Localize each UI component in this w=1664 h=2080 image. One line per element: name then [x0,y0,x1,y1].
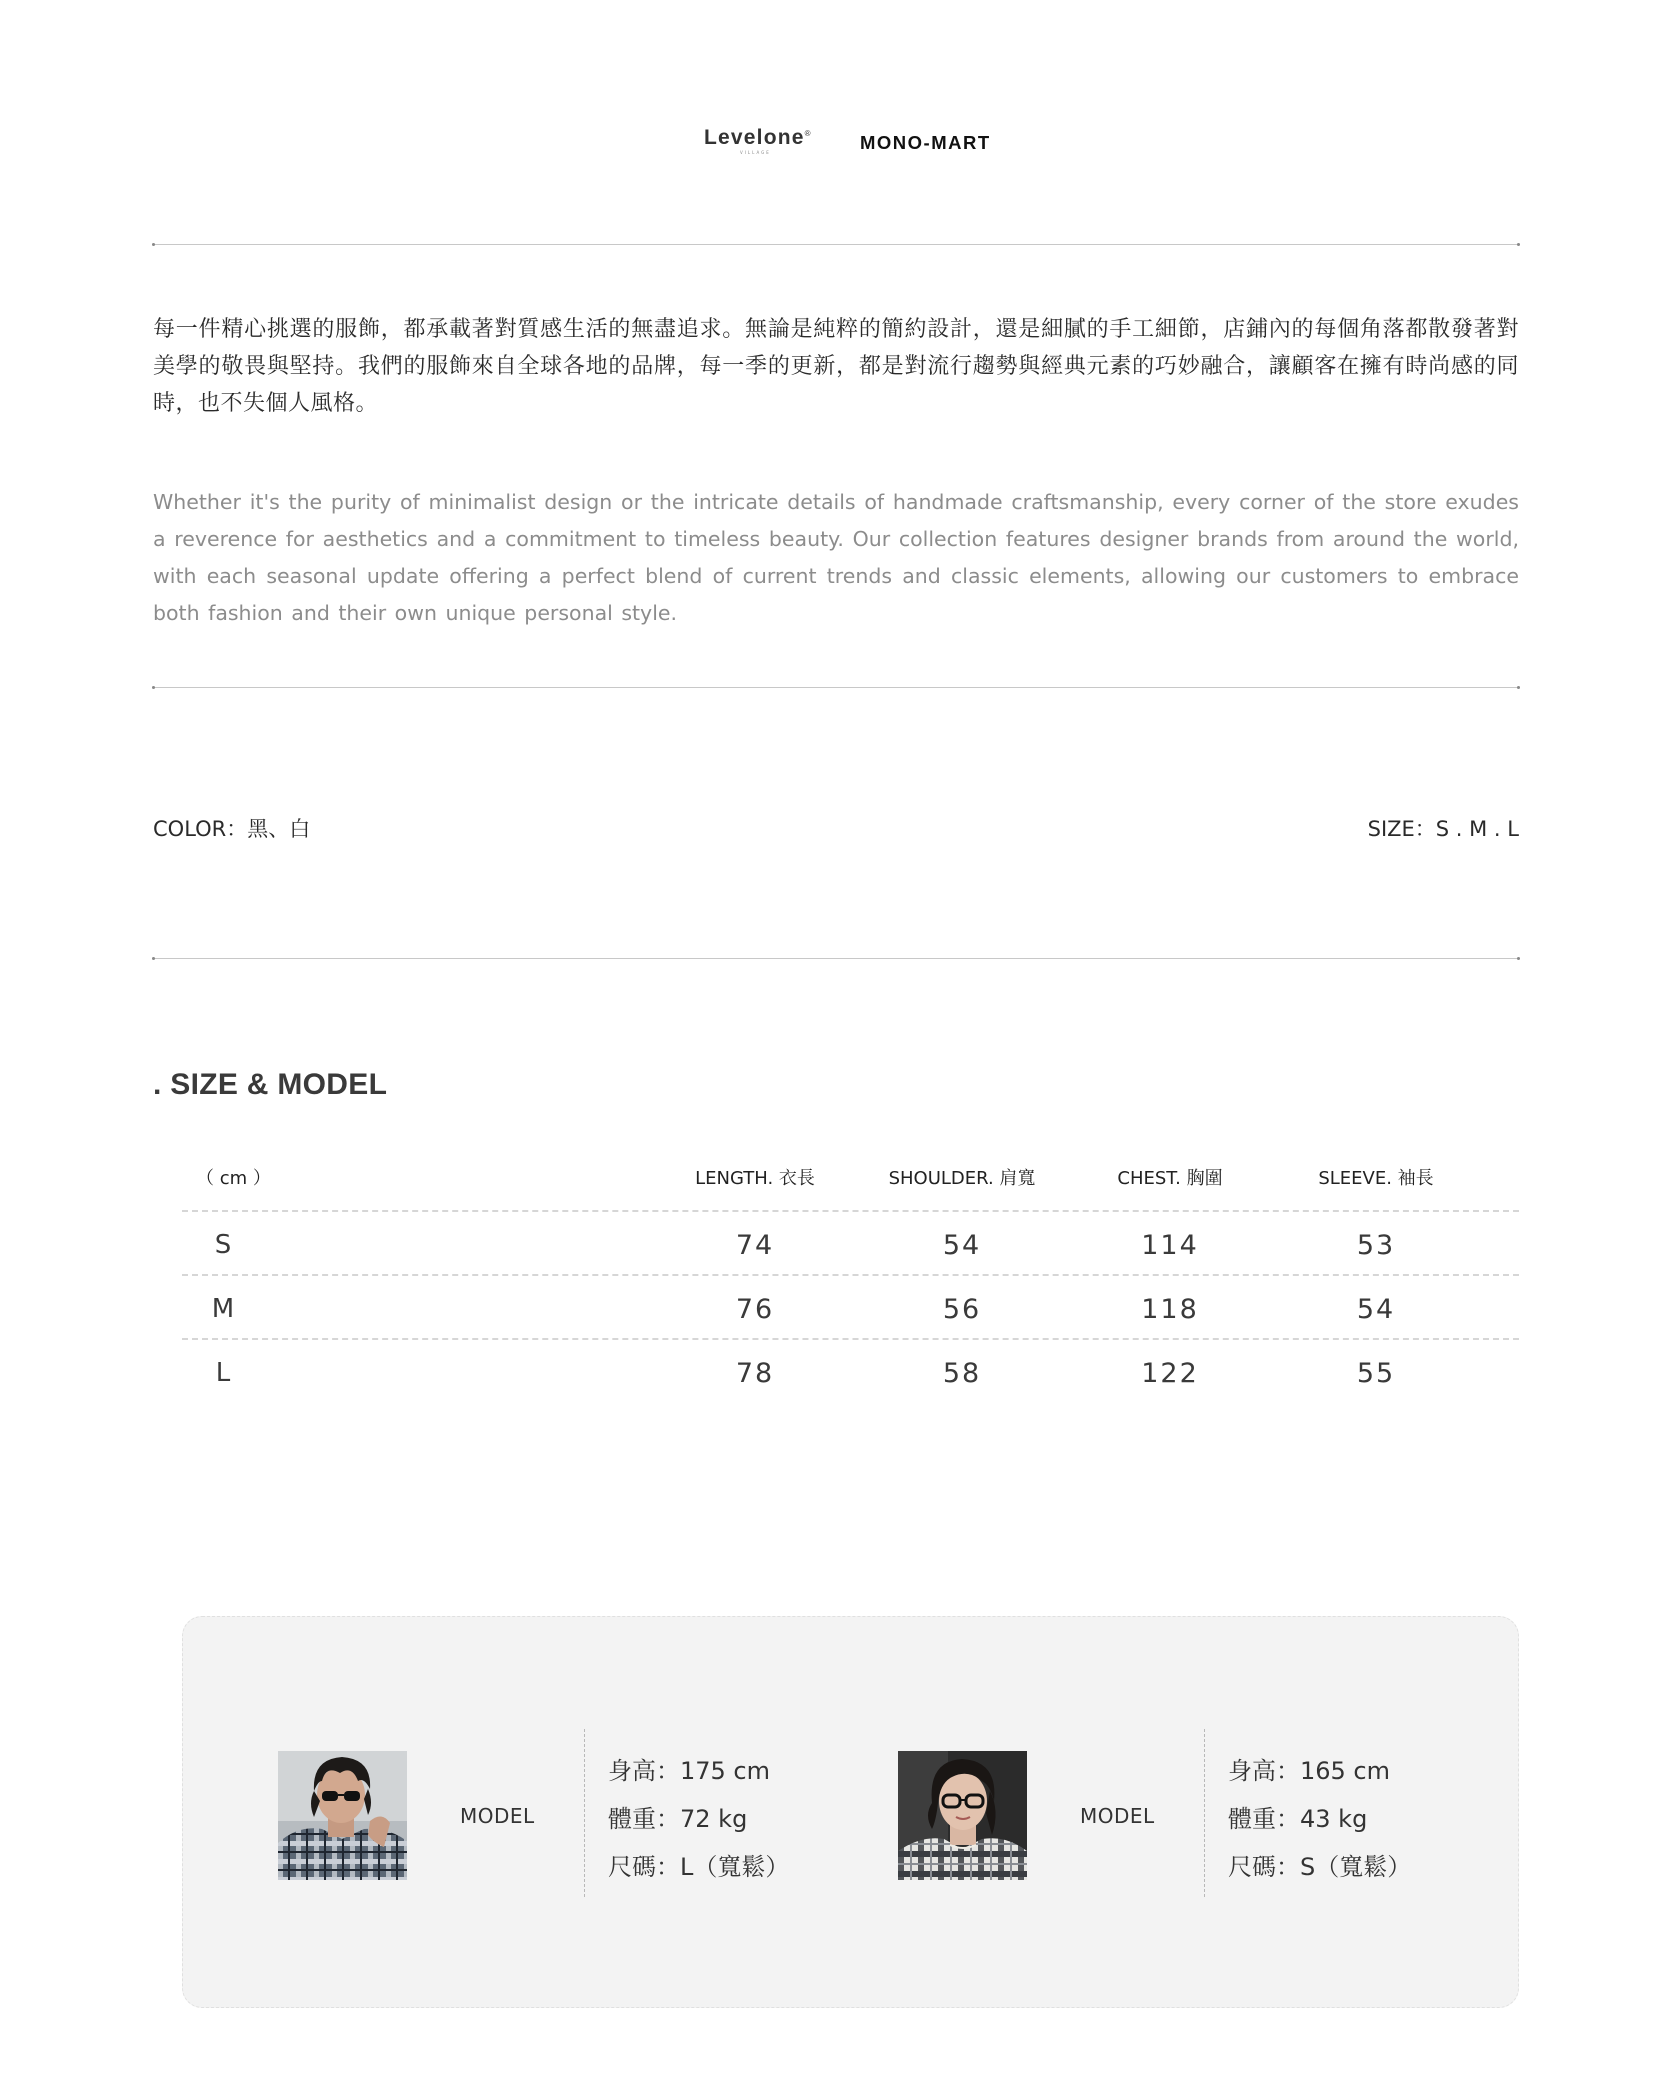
table-row [182,1210,1519,1274]
table-row [182,1274,1519,1338]
brand-header [0,126,1664,166]
divider-top [153,244,1519,245]
cell-shoulder: 54 [942,1230,982,1261]
model-divider [1204,1729,1205,1897]
size-model-heading: . SIZE & MODEL [153,1068,388,1101]
color-options-label: COLOR：黑、白 [153,817,311,841]
divider-intro [153,687,1519,688]
male-model-photo [278,1751,407,1880]
cell-sleeve: 53 [1356,1230,1396,1261]
brand-logo-levelone[interactable] [704,126,812,150]
model-height: 身高：165 cm [1228,1757,1391,1785]
cell-chest: 118 [1141,1294,1199,1325]
brand-logo-subtext: VILLAGE [740,150,771,155]
unit-label: （ cm ） [196,1168,271,1189]
row-size-name: L [215,1358,233,1388]
cell-length: 78 [735,1358,775,1389]
column-header-shoulder: SHOULDER. 肩寬 [888,1168,1036,1189]
cell-sleeve: 55 [1356,1358,1396,1389]
cell-chest: 122 [1141,1358,1199,1389]
cell-length: 76 [735,1294,775,1325]
model-label: MODEL [1080,1804,1155,1828]
female-model-photo [898,1751,1027,1880]
model-height: 身高：175 cm [608,1757,771,1785]
cell-chest: 114 [1141,1230,1199,1261]
cell-shoulder: 56 [942,1294,982,1325]
model-size: 尺碼：L（寬鬆） [608,1853,790,1881]
cell-shoulder: 58 [942,1358,982,1389]
row-size-name: S [214,1230,234,1260]
brand-logo-levelone-text: Levelone [704,126,805,149]
cell-sleeve: 54 [1356,1294,1396,1325]
column-header-sleeve: SLEEVE. 袖長 [1318,1168,1434,1189]
model-stats [608,1747,789,1891]
brand-logo-mono-mart[interactable]: MONO-MART [860,132,991,153]
intro-chinese-text: 每一件精心挑選的服飾，都承載著對質感生活的無盡追求。無論是純粹的簡約設計，還是細膩的手工細節，店鋪內的每個角落都散發著對美學的敬畏與堅持。我們的服飾來自全球各地的品牌，每一季的更新，都是對流行趨勢與經典元素的巧妙融合，讓顧客在擁有時尚感的同時，也不失個人風格。 [153,317,1519,416]
cell-length: 74 [735,1230,775,1261]
size-options-label: SIZE：S . M . L [1367,817,1519,841]
divider-options [153,958,1519,959]
model-size: 尺碼：S（寬鬆） [1228,1853,1412,1881]
model-divider [584,1729,585,1897]
model-label: MODEL [460,1804,535,1828]
model-info-panel [182,1616,1519,2008]
model-weight: 體重：72 kg [608,1805,748,1833]
table-row [182,1338,1519,1402]
intro-english-text: Whether it's the purity of minimalist design or the intricate details of handmade craftsmanship, every corner of the store exudes a reverence for aesthetics and a commitment to timeless beauty. Our collection features designer brands from around the world, with each seasonal update offering a perfect blend of current trends and classic elements, allowing our customers to embrace both fashion and their own unique personal style. [153,490,1519,625]
trademark-mark: ® [804,129,812,138]
model-stats [1228,1747,1411,1891]
model-weight: 體重：43 kg [1228,1805,1368,1833]
column-header-length: LENGTH. 衣長 [695,1168,815,1189]
row-size-name: M [211,1294,237,1324]
size-chart-header [182,1154,1519,1210]
column-header-chest: CHEST. 胸圍 [1117,1168,1223,1189]
size-chart-table [182,1154,1519,1402]
